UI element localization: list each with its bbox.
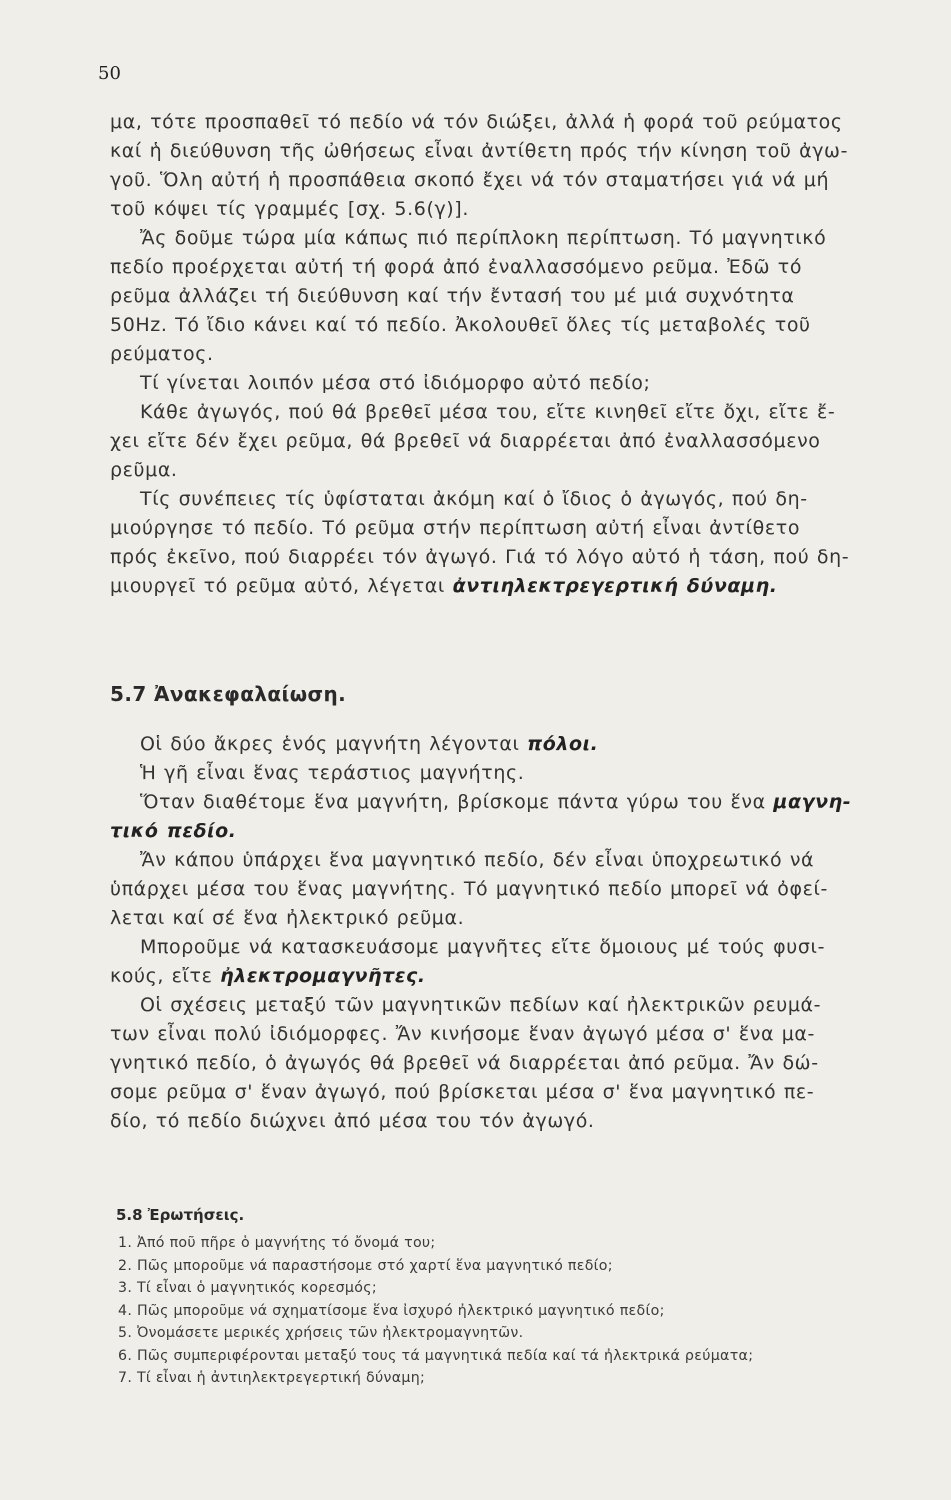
text-line: των εἶναι πολύ ἰδιόμορφες. Ἄν κινήσομε ἕναν ἀγωγό μέσα σ' ἕνα μα- bbox=[110, 1023, 816, 1045]
text-segment: μιουργεῖ τό ρεῦμα αὐτό, λέγεται bbox=[110, 575, 453, 597]
text-line bbox=[110, 817, 930, 846]
page-number: 50 bbox=[98, 63, 121, 84]
text-line: ρεῦμα ἀλλάζει τή διεύθυνση καί τήν ἔντασή του μέ μιά συχνότητα bbox=[110, 285, 795, 307]
text-line: γνητικό πεδίο, ὁ ἀγωγός θά βρεθεῖ νά διαρρέεται ἀπό ρεῦμα. Ἄν δώ- bbox=[110, 1052, 819, 1074]
text-line bbox=[110, 788, 930, 817]
body-text bbox=[110, 108, 930, 601]
text-line: Ἄν κάπου ὑπάρχει ἕνα μαγνητικό πεδίο, δέν εἶναι ὑποχρεωτικό νά bbox=[140, 849, 815, 871]
text-line: 50Hz. Τό ἴδιο κάνει καί τό πεδίο. Ἀκολουθεῖ ὅλες τίς μεταβολές τοῦ bbox=[110, 314, 811, 336]
text-segment: κούς, εἴτε bbox=[110, 965, 221, 987]
text-line: καί ἡ διεύθυνση τῆς ὠθήσεως εἶναι ἀντίθετη πρός τήν κίνηση τοῦ ἀγω- bbox=[110, 140, 849, 162]
text-line bbox=[110, 572, 930, 601]
text-line: πεδίο προέρχεται αὐτή τή φορά ἀπό ἐναλλασσόμενο ρεῦμα. Ἐδῶ τό bbox=[110, 256, 803, 278]
text-line: χει εἴτε δέν ἔχει ρεῦμα, θά βρεθεῖ νά διαρρέεται ἀπό ἐναλλασσόμενο bbox=[110, 430, 821, 452]
text-line bbox=[110, 730, 930, 759]
term-back-emf: ἀντιηλεκτρεγερτική δύναμη. bbox=[452, 575, 778, 597]
text-line: μιούργησε τό πεδίο. Τό ρεῦμα στήν περίπτωση αὐτή εἶναι ἀντίθετο bbox=[110, 517, 801, 539]
text-line: Οἱ σχέσεις μεταξύ τῶν μαγνητικῶν πεδίων καί ἠλεκτρικῶν ρευμά- bbox=[140, 994, 822, 1016]
text-line: Ἡ γῆ εἶναι ἕνας τεράστιος μαγνήτης. bbox=[140, 762, 525, 784]
text-line: ρεύματος. bbox=[110, 343, 214, 365]
text-line: πρός ἐκεῖνο, πού διαρρέει τόν ἀγωγό. Γιά τό λόγο αὐτό ἡ τάση, πού δη- bbox=[110, 546, 850, 568]
term-magnetic-field: μαγνη- bbox=[773, 791, 852, 813]
term-electromagnets: ἠλεκτρομαγνῆτες. bbox=[220, 965, 426, 987]
text-line: Τί γίνεται λοιπόν μέσα στό ἰδιόμορφο αὐτό πεδίο; bbox=[140, 372, 651, 394]
text-segment: Ὅταν διαθέτομε ἕνα μαγνήτη, βρίσκομε πάντα γύρω του ἕνα bbox=[140, 791, 774, 813]
text-line: μα, τότε προσπαθεῖ τό πεδίο νά τόν διώξει, ἀλλά ἡ φορά τοῦ ρεύματος bbox=[110, 111, 843, 133]
text-line: Κάθε ἀγωγός, πού θά βρεθεῖ μέσα του, εἴτε κινηθεῖ εἴτε ὄχι, εἴτε ἔ- bbox=[140, 401, 836, 423]
question-item: 2. Πῶς μποροῦμε νά παραστήσομε στό χαρτί ἕνα μαγνητικό πεδίο; bbox=[118, 1257, 613, 1274]
text-line: Τίς συνέπειες τίς ὑφίσταται ἀκόμη καί ὁ ἴδιος ὁ ἀγωγός, πού δη- bbox=[140, 488, 808, 510]
text-line: δίο, τό πεδίο διώχνει ἀπό μέσα του τόν ἀγωγό. bbox=[110, 1110, 595, 1132]
questions-list bbox=[118, 1232, 753, 1390]
term-magnetic-field-cont: τικό πεδίο. bbox=[110, 820, 237, 842]
text-line bbox=[110, 962, 930, 991]
section-heading-5-8: 5.8 Ἐρωτήσεις. bbox=[116, 1206, 245, 1224]
question-item: 5. Ὀνομάσετε μερικές χρήσεις τῶν ἠλεκτρομαγνητῶν. bbox=[118, 1325, 524, 1341]
section-heading-5-7: 5.7 Ἀνακεφαλαίωση. bbox=[110, 682, 347, 706]
question-item: 3. Τί εἶναι ὁ μαγνητικός κορεσμός; bbox=[118, 1280, 377, 1296]
text-line: ὑπάρχει μέσα του ἕνας μαγνήτης. Τό μαγνητικό πεδίο μπορεῖ νά ὀφεί- bbox=[110, 878, 828, 900]
text-line: σομε ρεῦμα σ' ἕναν ἀγωγό, πού βρίσκεται μέσα σ' ἕνα μαγνητικό πε- bbox=[110, 1081, 815, 1103]
text-line: Μποροῦμε νά κατασκευάσομε μαγνῆτες εἴτε ὅμοιους μέ τούς φυσι- bbox=[140, 936, 826, 958]
term-poles: πόλοι. bbox=[527, 733, 599, 755]
text-line: ρεῦμα. bbox=[110, 459, 178, 481]
question-item: 6. Πῶς συμπεριφέρονται μεταξύ τους τά μαγνητικά πεδία καί τά ἠλεκτρικά ρεύματα; bbox=[118, 1347, 754, 1364]
question-item: 4. Πῶς μποροῦμε νά σχηματίσομε ἕνα ἰσχυρό ἠλεκτρικό μαγνητικό πεδίο; bbox=[118, 1302, 665, 1319]
question-item: 7. Τί εἶναι ἡ ἀντιηλεκτρεγερτική δύναμη; bbox=[118, 1370, 426, 1386]
question-item: 1. Ἀπό ποῦ πῆρε ὁ μαγνήτης τό ὄνομά του; bbox=[118, 1235, 436, 1251]
text-line: γοῦ. Ὅλη αὐτή ἡ προσπάθεια σκοπό ἔχει νά τόν σταματήσει γιά νά μή bbox=[110, 169, 830, 191]
text-line: τοῦ κόψει τίς γραμμές [σχ. 5.6(γ)]. bbox=[110, 198, 469, 220]
summary-text bbox=[110, 730, 930, 1136]
text-line: λεται καί σέ ἕνα ἠλεκτρικό ρεῦμα. bbox=[110, 907, 465, 929]
text-segment: Οἱ δύο ἄκρες ἑνός μαγνήτη λέγονται bbox=[140, 733, 528, 755]
text-line: Ἄς δοῦμε τώρα μία κάπως πιό περίπλοκη περίπτωση. Τό μαγνητικό bbox=[140, 227, 827, 249]
